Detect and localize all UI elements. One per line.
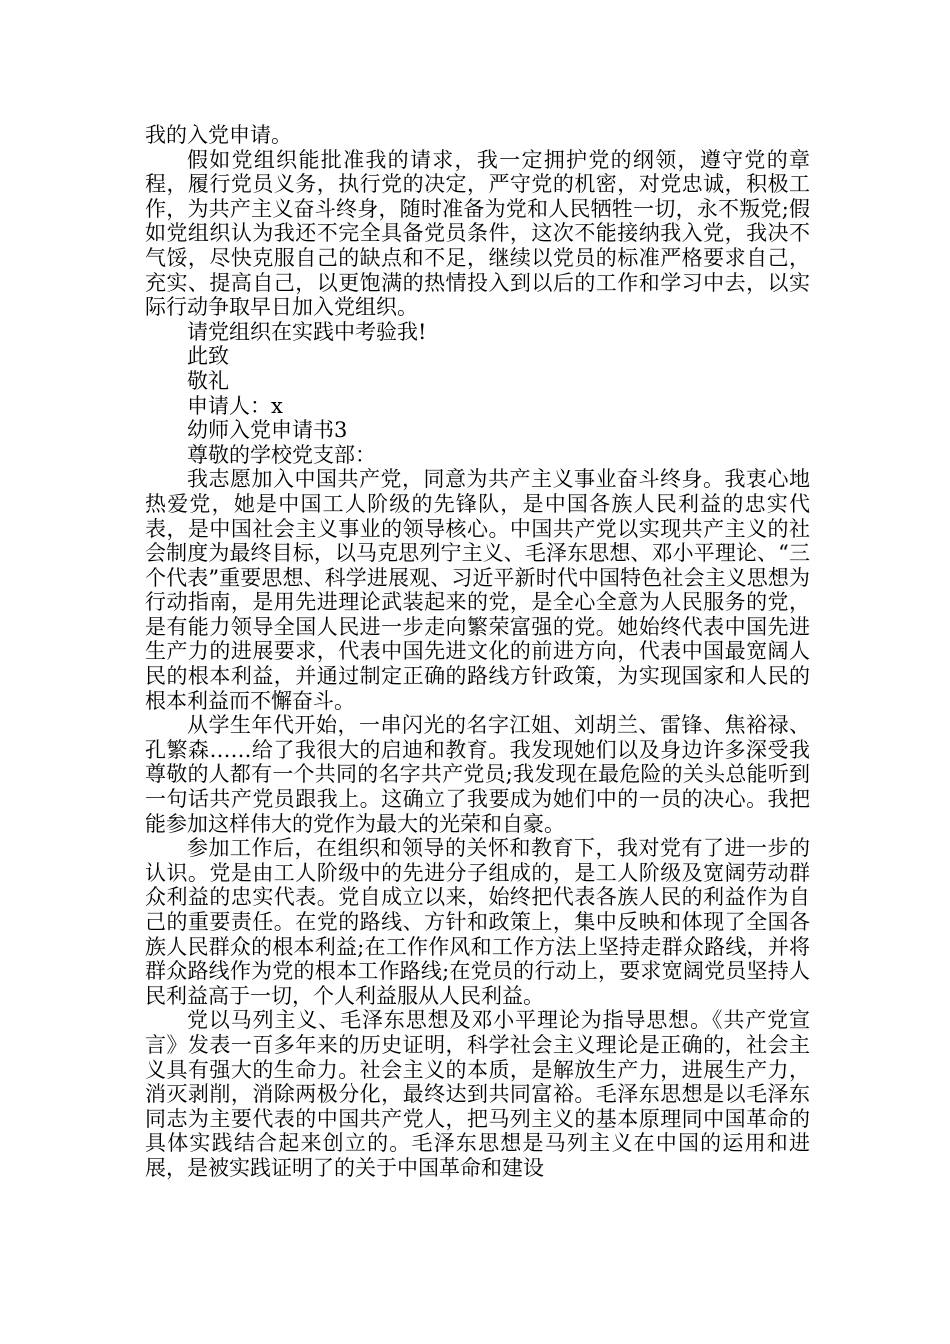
paragraph-closing-line: 我的入党申请。 [145, 123, 292, 147]
applicant-line: 申请人：x [187, 393, 283, 418]
salutation-cizhi: 此致 [187, 344, 229, 369]
paragraph-ideology: 党以马列主义、毛泽东思想及邓小平理论为指导思想。《共产党宣言》发表一百多年来的历史证明，科学社会主义理论是正确的，社会主义具有强大的生命力。社会主义的本质，是解放生产力，进展生产力，消灭剥削，消除两极分化，最终达到共同富裕。毛泽东思想是以毛泽东同志为主要代表的中国共产党人，把马列主义的基本原理同中国革命的具体实践结合起来创立的。毛泽东思想是马列主义在中国的运用和进展，是被实践证明了的关于中国革命和建设 [145, 1008, 810, 1180]
paragraph-request: 请党组织在实践中考验我! [187, 319, 427, 344]
paragraph-intro: 我志愿加入中国共产党，同意为共产主义事业奋斗终身。我衷心地热爱党，她是中国工人阶级的先锋队，是中国各族人民利益的忠实代表，是中国社会主义事业的领导核心。中国共产党以实现共产主义的社会制度为最终目标，以马克思列宁主义、毛泽东思想、邓小平理论、“三个代表”重要思想、科学进展观、习近平新时代中国特色社会主义思想为行动指南，是用先进理论武装起来的党，是全心全意为人民服务的党，是有能力领导全国人民进一步走向繁荣富强的党。她始终代表中国先进生产力的进展要求，代表中国先进文化的前进方向，代表中国最宽阔人民的根本利益，并通过制定正确的路线方针政策，为实现国家和人民的根本利益而不懈奋斗。 [145, 467, 810, 713]
section-heading: 幼师入党申请书3 [187, 418, 348, 443]
paragraph-student-years: 从学生年代开始，一串闪光的名字江姐、刘胡兰、雷锋、焦裕禄、孔繁森……给了我很大的启迪和教育。我发现她们以及身边许多深受我尊敬的人都有一个共同的名字共产党员;我发现在最危险的关头总能听到一句话共产党员跟我上。这确立了我要成为她们中的一员的决心。我把能参加这样伟大的党作为最大的光荣和自豪。 [145, 713, 810, 836]
salutation-jingli: 敬礼 [187, 368, 229, 393]
greeting-line: 尊敬的学校党支部： [187, 442, 376, 467]
paragraph-pledge: 假如党组织能批准我的请求，我一定拥护党的纲领，遵守党的章程，履行党员义务，执行党的决定，严守党的机密，对党忠诚，积极工作，为共产主义奋斗终身，随时准备为党和人民牺牲一切，永不叛党;假如党组织认为我还不完全具备党员条件，这次不能接纳我入党，我决不气馁，尽快克服自己的缺点和不足，继续以党员的标准严格要求自己，充实、提高自己，以更饱满的热情投入到以后的工作和学习中去，以实际行动争取早日加入党组织。 [145, 147, 810, 320]
paragraph-work: 参加工作后，在组织和领导的关怀和教育下，我对党有了进一步的认识。党是由工人阶级中的先进分子组成的，是工人阶级及宽阔劳动群众利益的忠实代表。党自成立以来，始终把代表各族人民的利益作为自己的重要责任。在党的路线、方针和政策上，集中反映和体现了全国各族人民群众的根本利益;在工作作风和工作方法上坚持走群众路线，并将群众路线作为党的根本工作路线;在党员的行动上，要求宽阔党员坚持人民利益高于一切，个人利益服从人民利益。 [145, 836, 810, 1008]
document-page [145, 123, 810, 1181]
